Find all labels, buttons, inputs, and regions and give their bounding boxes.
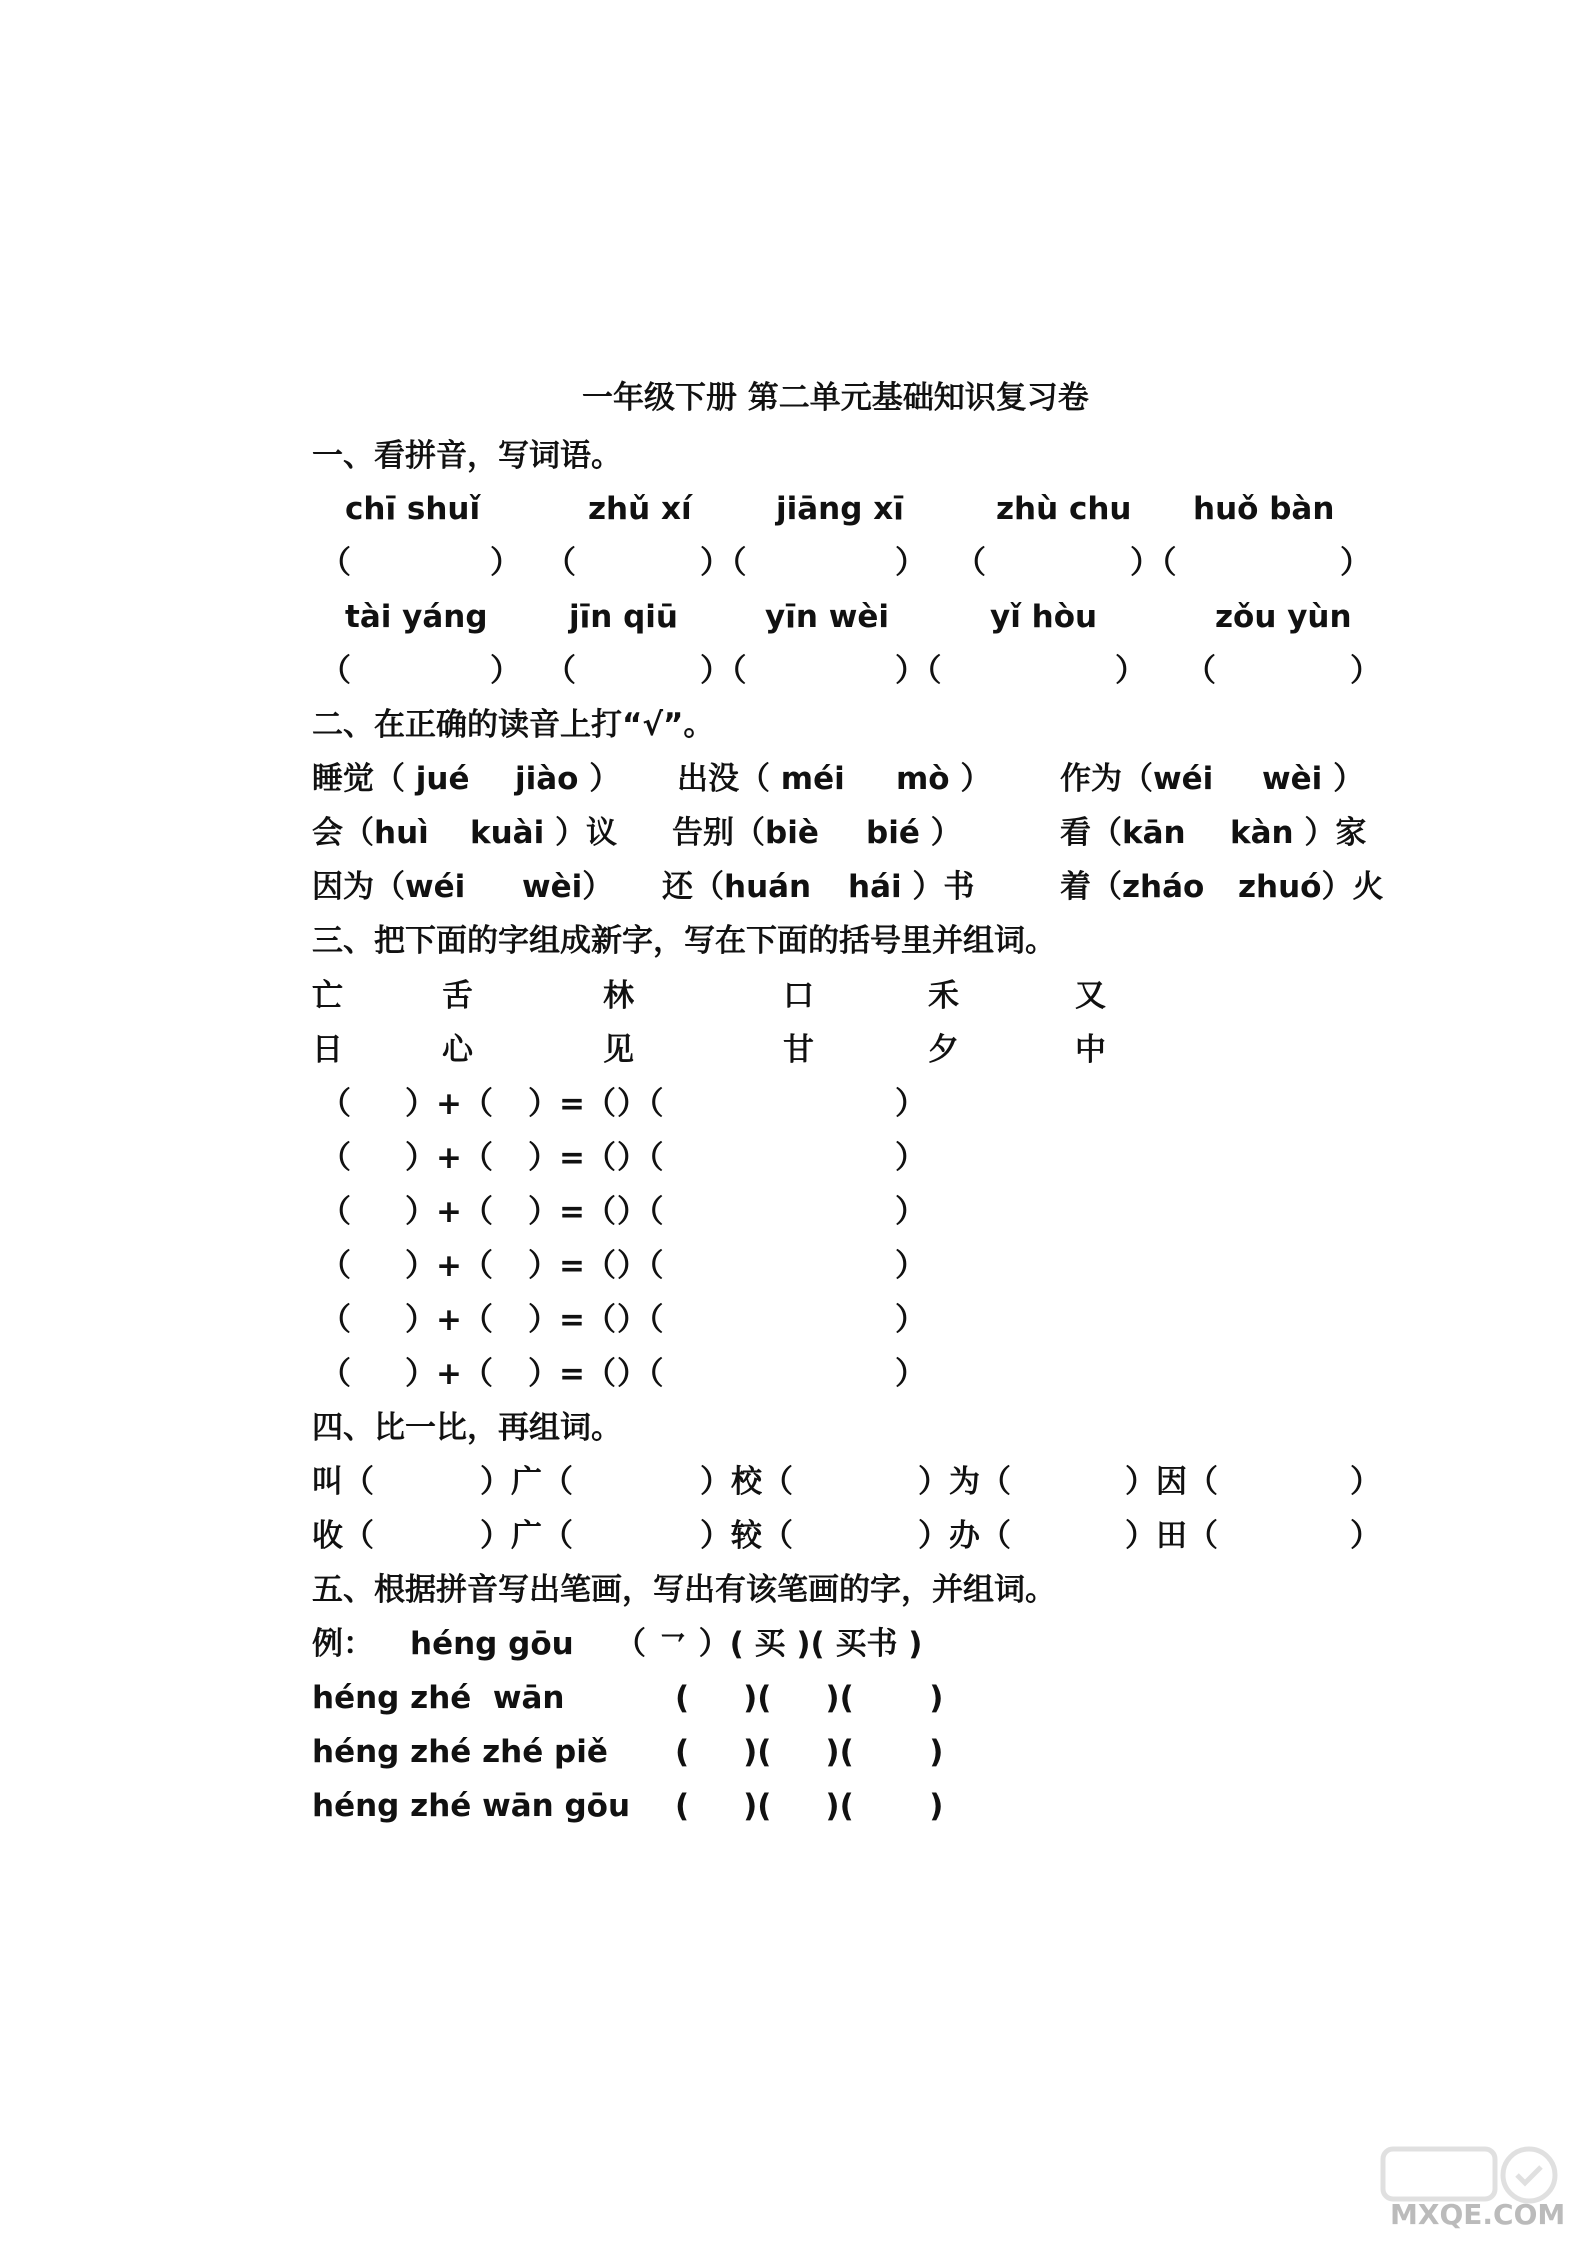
formula-part: ）=（: [528, 1356, 616, 1392]
answer-blank: ）（: [700, 653, 747, 689]
compare-item: ）广（: [480, 1464, 573, 1500]
compare-item: 收（: [312, 1518, 374, 1554]
section-3-heading: 三、把下面的字组成新字，写在下面的括号里并组词。: [312, 923, 1056, 959]
component-char: 心: [442, 1032, 473, 1068]
formula-part: （: [320, 1140, 351, 1176]
formula-part: ）+（: [405, 1356, 493, 1392]
formula-part: ）=（: [528, 1086, 616, 1122]
pinyin-item: jīn qiū: [569, 599, 678, 635]
answer-blank: （: [320, 545, 351, 581]
component-char: 中: [1075, 1032, 1106, 1068]
formula-part: （: [320, 1194, 351, 1230]
component-char: 口: [783, 978, 814, 1014]
reading-choice: 睡觉（ jué: [312, 761, 470, 797]
component-char: 夕: [928, 1032, 959, 1068]
pinyin-item: jiāng xī: [776, 491, 904, 527]
formula-part: ）=（: [528, 1248, 616, 1284]
compare-item: ）为（: [918, 1464, 1011, 1500]
formula-part: ）（: [617, 1356, 664, 1392]
formula-part: ）（: [617, 1194, 664, 1230]
component-char: 禾: [928, 978, 959, 1014]
formula-part: ）+（: [405, 1140, 493, 1176]
answer-blank: （: [320, 653, 351, 689]
stroke-pinyin: héng zhé wān: [312, 1680, 565, 1716]
formula-part: ）=（: [528, 1140, 616, 1176]
compare-item: ）田（: [1125, 1518, 1218, 1554]
formula-part: ）: [895, 1302, 926, 1338]
stroke-pinyin: héng zhé wān gōu: [312, 1788, 631, 1824]
formula-part: ）+（: [405, 1302, 493, 1338]
reading-choice: kuài ）议: [470, 815, 618, 851]
answer-blank: ）: [1340, 545, 1371, 581]
component-char: 见: [603, 1032, 634, 1068]
formula-part: （: [320, 1248, 351, 1284]
answer-blank: ）: [1350, 653, 1381, 689]
component-char: 甘: [783, 1032, 814, 1068]
reading-choice: 看（kān: [1060, 815, 1186, 851]
formula-part: （: [320, 1086, 351, 1122]
formula-part: ）: [895, 1194, 926, 1230]
reading-choice: 着（zháo: [1060, 869, 1205, 905]
reading-choice: hái ）书: [848, 869, 975, 905]
stroke-blanks: ( )( )( ): [675, 1734, 944, 1770]
answer-blank: （: [545, 653, 576, 689]
pinyin-item: huǒ bàn: [1193, 491, 1335, 527]
compare-item: ）校（: [700, 1464, 793, 1500]
section-1-heading: 一、看拼音，写词语。: [312, 438, 622, 474]
pinyin-item: yīn wèi: [765, 599, 889, 635]
pinyin-item: yǐ hòu: [990, 599, 1098, 635]
reading-choice: wèi ）: [1262, 761, 1365, 797]
page-title: 一年级下册 第二单元基础知识复习卷: [582, 380, 1089, 416]
pinyin-item: tài yáng: [345, 599, 488, 635]
reading-choice: mò ）: [896, 761, 992, 797]
formula-part: ）=（: [528, 1302, 616, 1338]
stroke-pinyin: héng zhé zhé piě: [312, 1734, 608, 1770]
component-char: 林: [603, 978, 634, 1014]
reading-choice: 作为（wéi: [1060, 761, 1214, 797]
section-5-heading: 五、根据拼音写出笔画，写出有该笔画的字，并组词。: [312, 1572, 1056, 1608]
section-2-heading: 二、在正确的读音上打“√”。: [312, 707, 715, 743]
answer-blank: ）（: [895, 653, 942, 689]
pinyin-item: chī shuǐ: [345, 491, 481, 527]
answer-blank: ）（: [1130, 545, 1177, 581]
formula-part: ）（: [617, 1302, 664, 1338]
formula-part: ）（: [617, 1140, 664, 1176]
formula-part: ）: [895, 1086, 926, 1122]
reading-choice: zhuó）火: [1238, 869, 1384, 905]
formula-part: ）+（: [405, 1248, 493, 1284]
watermark-text: MXQE.COM: [1390, 2198, 1566, 2231]
compare-item: ）: [1350, 1464, 1381, 1500]
reading-choice: 告别（biè: [672, 815, 819, 851]
reading-choice: 会（huì: [312, 815, 429, 851]
answer-blank: ）: [895, 545, 926, 581]
formula-part: ）（: [617, 1248, 664, 1284]
answer-blank: ）: [490, 653, 521, 689]
answer-blank: ）: [1115, 653, 1146, 689]
stroke-blanks: ( )( )( ): [675, 1788, 944, 1824]
answer-blank: （: [955, 545, 986, 581]
formula-part: ）（: [617, 1086, 664, 1122]
formula-part: ）=（: [528, 1194, 616, 1230]
reading-choice: 还（huán: [662, 869, 812, 905]
component-char: 日: [312, 1032, 343, 1068]
pinyin-item: zhǔ xí: [588, 491, 692, 527]
answer-blank: ）（: [700, 545, 747, 581]
component-char: 舌: [442, 978, 473, 1014]
component-char: 亡: [312, 978, 343, 1014]
answer-blank: （: [1185, 653, 1216, 689]
formula-part: ）: [895, 1248, 926, 1284]
formula-part: ）+（: [405, 1086, 493, 1122]
stroke-blanks: ( )( )( ): [675, 1680, 944, 1716]
pinyin-item: zhù chu: [996, 491, 1132, 527]
compare-item: ）办（: [918, 1518, 1011, 1554]
formula-part: （: [320, 1302, 351, 1338]
reading-choice: wèi）: [522, 869, 614, 905]
formula-part: ）: [895, 1356, 926, 1392]
reading-choice: jiào ）: [515, 761, 621, 797]
compare-item: ）较（: [700, 1518, 793, 1554]
pinyin-item: zǒu yùn: [1215, 599, 1352, 635]
reading-choice: bié ）: [866, 815, 962, 851]
formula-part: （: [320, 1356, 351, 1392]
reading-choice: 出没（ méi: [677, 761, 845, 797]
reading-choice: kàn ）家: [1230, 815, 1367, 851]
formula-part: ）+（: [405, 1194, 493, 1230]
compare-item: ）广（: [480, 1518, 573, 1554]
formula-part: ）: [895, 1140, 926, 1176]
answer-blank: ）: [490, 545, 521, 581]
component-char: 又: [1075, 978, 1106, 1014]
compare-item: ）因（: [1125, 1464, 1218, 1500]
compare-item: ）: [1350, 1518, 1381, 1554]
example-label: 例：: [312, 1626, 374, 1662]
reading-choice: 因为（wéi: [312, 869, 466, 905]
answer-blank: （: [545, 545, 576, 581]
section-4-heading: 四、比一比，再组词。: [312, 1410, 622, 1446]
example-answer: （ ㇖ ）( 买 )( 买书 ): [615, 1626, 923, 1662]
compare-item: 叫（: [312, 1464, 374, 1500]
example-pinyin: héng gōu: [410, 1626, 574, 1662]
